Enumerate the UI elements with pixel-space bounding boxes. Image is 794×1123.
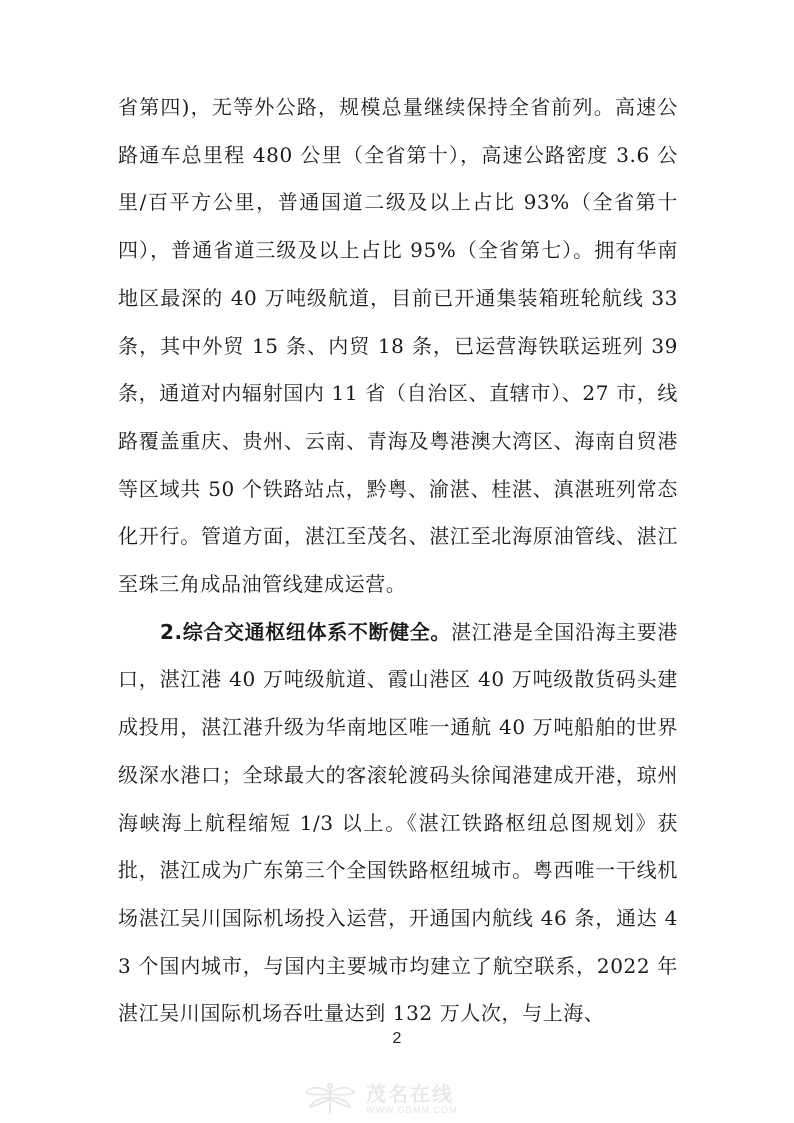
watermark-text (366, 1081, 458, 1115)
paragraph-continued (118, 84, 678, 609)
section-heading: 2.综合交通枢纽体系不断健全。 (160, 619, 452, 644)
paragraph-text: 湛江港是全国沿海主要港口，湛江港 40 万吨级航道、霞山港区 40 万吨级散货码头建成投用，湛江港升级为华南地区唯一通航 40 万吨船舶的世界级深水港口；全球最大的客滚轮渡码头徐闻港建成开港，琼州海峡海上航程缩短 1/3 以上。《湛江铁路枢纽总图规划》获批，湛江成为广东第三个全国铁路枢纽城市。粤西唯一干线机场湛江吴川国际机场投入运营，开通国内航线 46 条，通达 43 个国内城市，与国内主要城市均建立了航空联系，2022 年湛江吴川国际机场吞吐量达到 132 万人次，与上海、 (118, 619, 678, 1026)
paragraph-section-2 (118, 609, 678, 1038)
paragraph-text: 省第四)，无等外公路，规模总量继续保持全省前列。高速公路通车总里程 480 公里（全省第十），高速公路密度 3.6 公里/百平方公里，普通国道二级及以上占比 93%（全省第十四），普通省道三级及以上占比 95%（全省第七）。拥有华南地区最深的 40 万吨级航道，目前已开通集装箱班轮航线 33 条，其中外贸 15 条、内贸 18 条，已运营海铁联运班列 39 条，通道对内辐射国内 11 省（自治区、直辖市）、27 市，线路覆盖重庆、贵州、云南、青海及粤港澳大湾区、海南自贸港等区域共 50 个铁路站点，黔粤、渝湛、桂湛、滇湛班列常态化开行。管道方面，湛江至茂名、湛江至北海原油管线、湛江至珠三角成品油管线建成运营。 (118, 95, 678, 597)
dragonfly-logo-icon (302, 1081, 358, 1117)
page-number: 2 (392, 1030, 402, 1047)
watermark-brand: 茂名在线 (366, 1081, 454, 1106)
watermark-url: WWW.GDMM.COM (366, 1104, 458, 1115)
watermark (302, 1080, 502, 1118)
body-text (118, 84, 678, 1038)
